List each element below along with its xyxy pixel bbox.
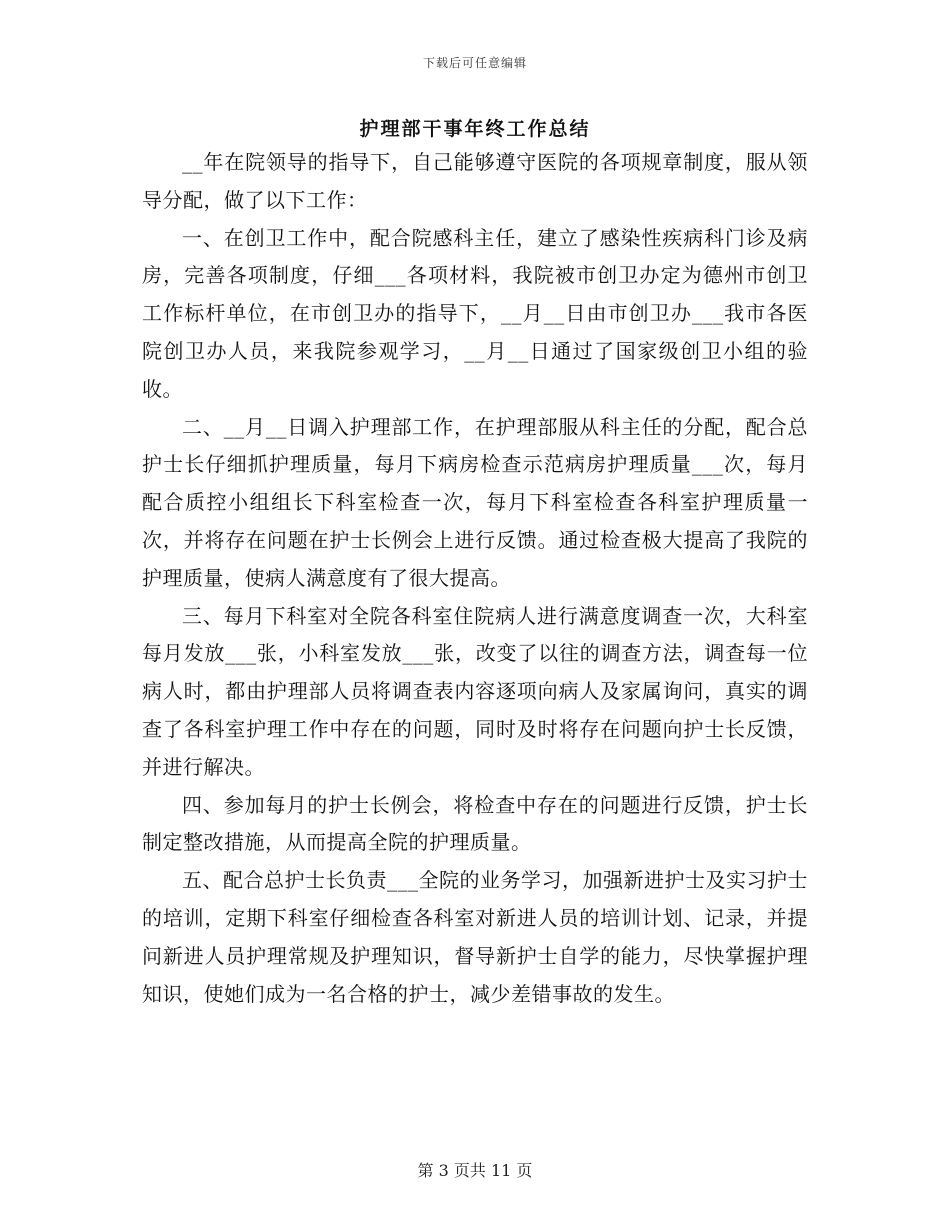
document-body — [142, 144, 808, 1013]
document-title: 护理部干事年终工作总结 — [359, 118, 591, 140]
page-number-footer: 第 3 页共 11 页 — [417, 1161, 533, 1180]
paragraph-item-2: 二、__月__日调入护理部工作，在护理部服从科主任的分配，配合总护士长仔细抓护理质量，每月下病房检查示范病房护理质量___次，每月配合质控小组组长下科室检查一次，每月下科室检查各科室护理质量一次，并将存在问题在护士长例会上进行反馈。通过检查极大提高了我院的护理质量，使病人满意度有了很大提高。 — [142, 414, 808, 590]
paragraph-item-1: 一、在创卫工作中，配合院感科主任，建立了感染性疾病科门诊及病房，完善各项制度，仔细___各项材料，我院被市创卫办定为德州市创卫工作标杆单位，在市创卫办的指导下，__月__日由市创卫办___我市各医院创卫办人员，来我院参观学习，__月__日通过了国家级创卫小组的验收。 — [142, 225, 808, 401]
paragraph-item-3: 三、每月下科室对全院各科室住院病人进行满意度调查一次，大科室每月发放___张，小科室发放___张，改变了以往的调查方法，调查每一位病人时，都由护理部人员将调查表内容逐项向病人及家属询问，真实的调查了各科室护理工作中存在的问题，同时及时将存在问题向护士长反馈，并进行解决。 — [142, 603, 808, 779]
paragraph-item-5: 五、配合总护士长负责___全院的业务学习，加强新进护士及实习护士的培训，定期下科室仔细检查各科室对新进人员的培训计划、记录，并提问新进人员护理常规及护理知识，督导新护士自学的能力，尽快掌握护理知识，使她们成为一名合格的护士，减少差错事故的发生。 — [142, 868, 808, 1006]
header-note: 下载后可任意编辑 — [422, 56, 527, 70]
paragraph-item-4: 四、参加每月的护士长例会，将检查中存在的问题进行反馈，护士长制定整改措施，从而提高全院的护理质量。 — [142, 792, 808, 855]
paragraph-intro: __年在院领导的指导下，自己能够遵守医院的各项规章制度，服从领导分配，做了以下工作： — [142, 150, 808, 212]
